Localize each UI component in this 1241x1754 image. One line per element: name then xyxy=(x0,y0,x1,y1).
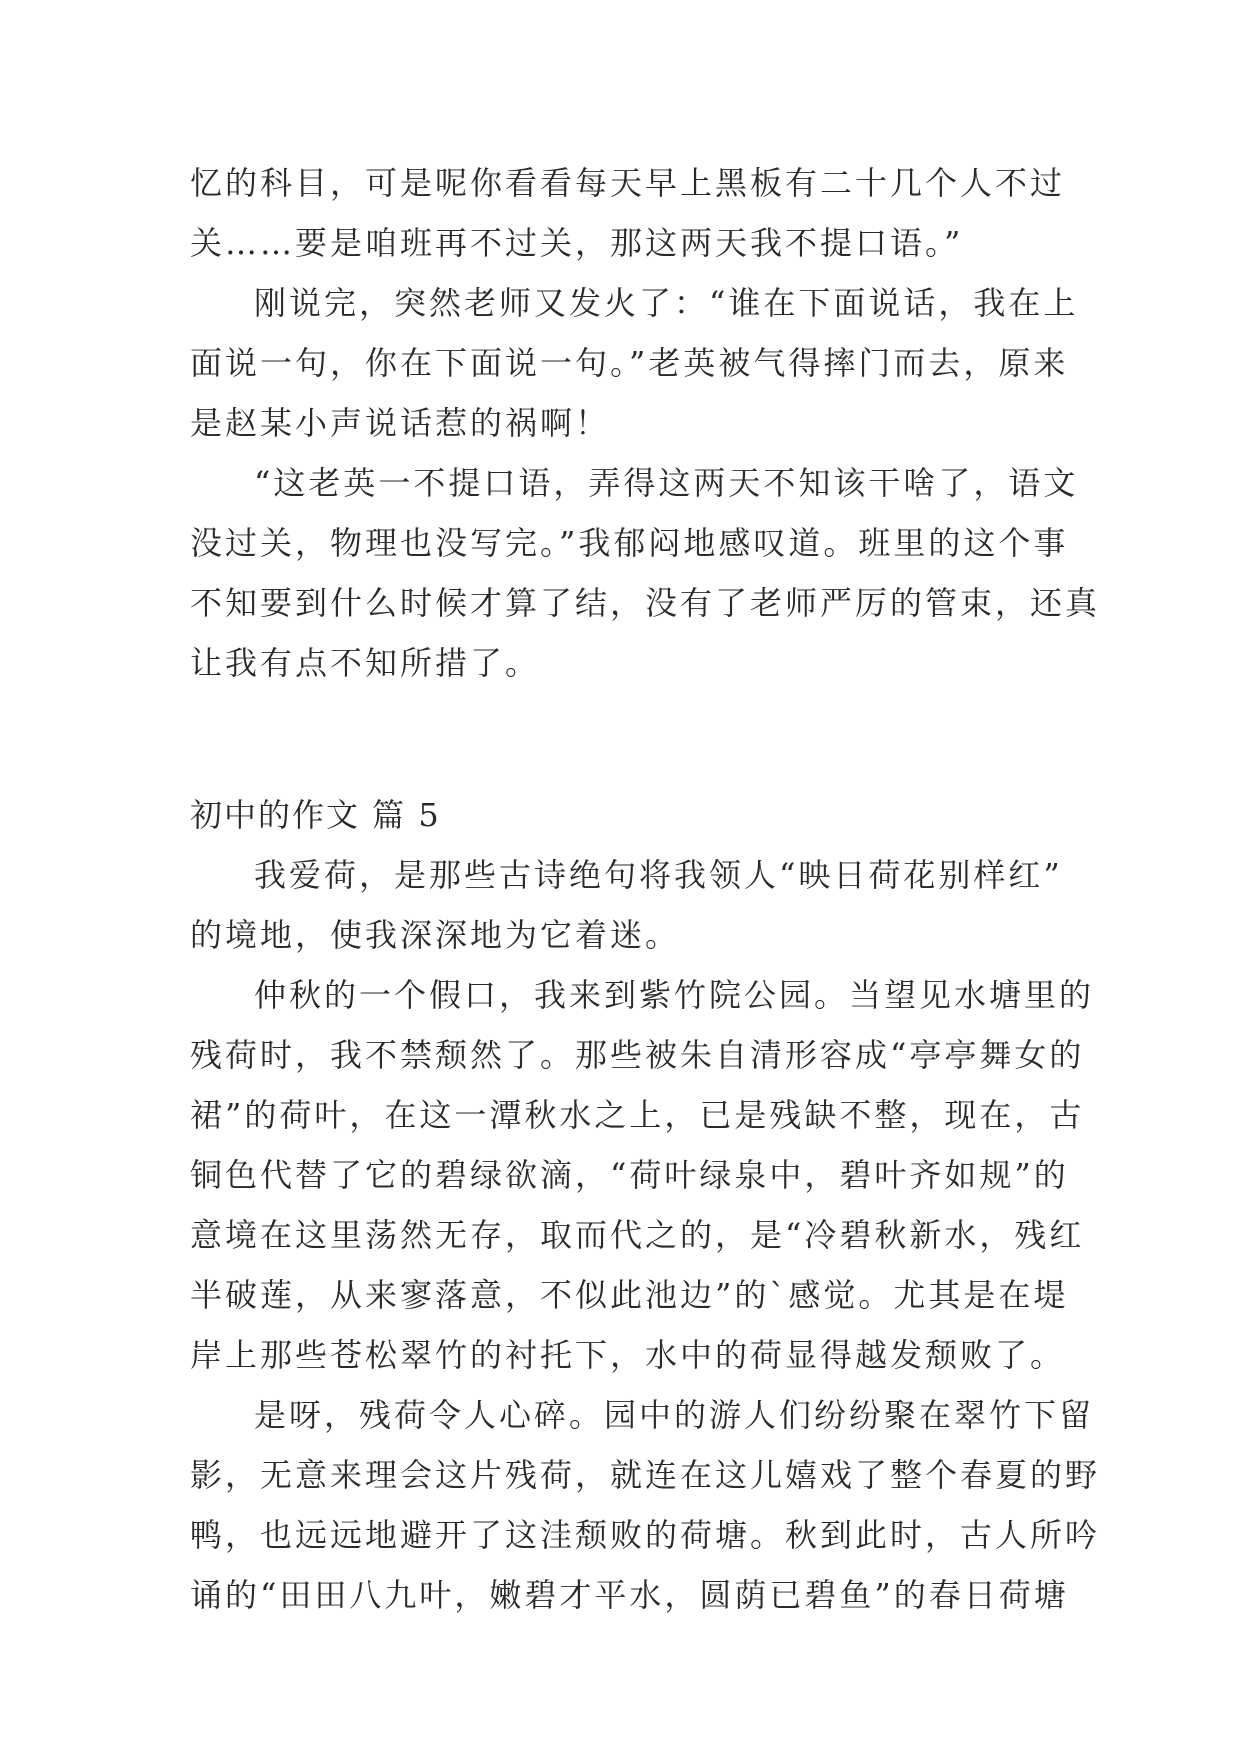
text-line: 铜色代替了它的碧绿欲滴，“荷叶绿泉中，碧叶齐如规”的 xyxy=(190,1156,1069,1194)
text-line: 刚说完，突然老师又发火了：“谁在下面说话，我在上 xyxy=(254,284,1079,322)
paragraph xyxy=(190,972,1095,1392)
text-line: 是呀，残荷令人心碎。园中的游人们纷纷聚在翠竹下留 xyxy=(254,1396,1095,1434)
text-line: 鸭，也远远地避开了这洼颓败的荷塘。秋到此时，古人所吟 xyxy=(190,1516,1101,1554)
paragraph xyxy=(190,280,1079,460)
text-line: 关……要是咱班再不过关，那这两天我不提口语。” xyxy=(190,224,964,262)
document-body xyxy=(190,160,1101,1632)
text-line: 的境地，使我深深地为它着迷。 xyxy=(190,916,681,954)
text-line: 是赵某小声说话惹的祸啊！ xyxy=(190,404,611,442)
text-line: 影，无意来理会这片残荷，就连在这儿嬉戏了整个春夏的野 xyxy=(190,1456,1101,1494)
text-line: 让我有点不知所措了。 xyxy=(190,644,541,682)
text-line: “这老英一不提口语，弄得这两天不知该干啥了，语文 xyxy=(254,464,1079,502)
text-line: 诵的“田田八九叶，嫩碧才平水，圆荫已碧鱼”的春日荷塘 xyxy=(190,1576,1069,1614)
text-line: 忆的科目，可是呢你看看每天早上黑板有二十几个人不过 xyxy=(190,164,1066,202)
text-line: 裙”的荷叶，在这一潭秋水之上，已是残缺不整，现在，古 xyxy=(190,1096,1085,1134)
text-line: 岸上那些苍松翠竹的衬托下，水中的荷显得越发颓败了。 xyxy=(190,1336,1066,1374)
paragraph xyxy=(190,160,1066,280)
text-line: 半破莲，从来寥落意，不似此池边”的`感觉。尤其是在堤 xyxy=(190,1276,1069,1314)
text-line: 我爱荷，是那些古诗绝句将我领人“映日荷花别样红” xyxy=(254,856,1063,894)
section-title: 初中的作文 篇 5 xyxy=(190,796,441,834)
text-line: 残荷时，我不禁颓然了。那些被朱自清形容成“亭亭舞女的 xyxy=(190,1036,1085,1074)
paragraph xyxy=(190,460,1101,700)
paragraph xyxy=(190,1392,1101,1632)
text-line: 不知要到什么时候才算了结，没有了老师严厉的管束，还真 xyxy=(190,584,1101,622)
text-line: 没过关，物理也没写完。”我郁闷地感叹道。班里的这个事 xyxy=(190,524,1069,562)
section-spacer xyxy=(190,700,1050,792)
text-line: 意境在这里荡然无存，取而代之的，是“冷碧秋新水，残红 xyxy=(190,1216,1085,1254)
paragraph xyxy=(190,852,1063,972)
text-line: 仲秋的一个假口，我来到紫竹院公园。当望见水塘里的 xyxy=(254,976,1095,1014)
text-line: 面说一句，你在下面说一句。”老英被气得摔门而去，原来 xyxy=(190,344,1069,382)
